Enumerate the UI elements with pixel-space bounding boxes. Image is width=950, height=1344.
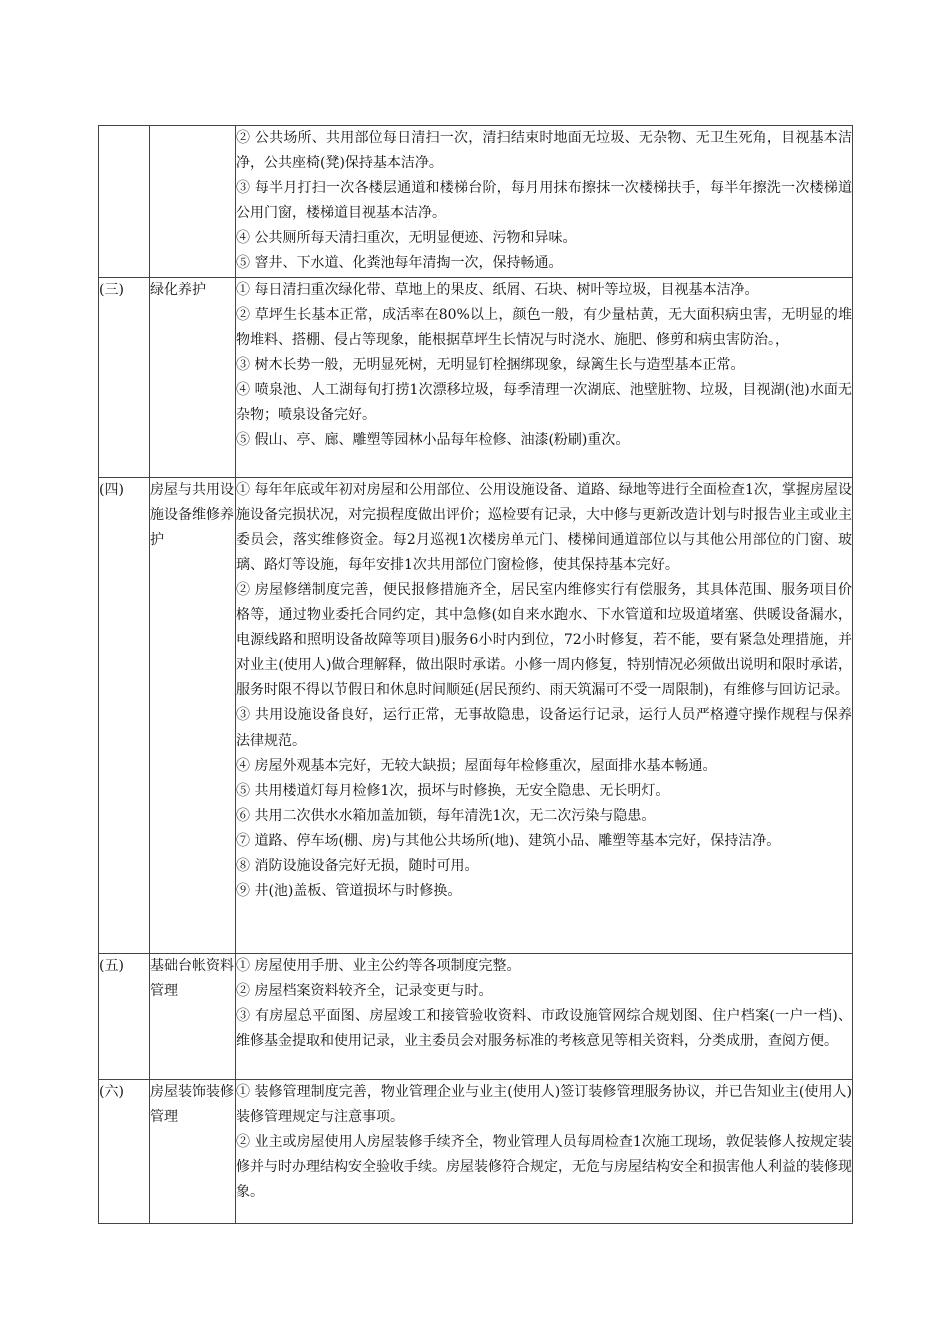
standard-item: ② 房屋修缮制度完善，便民报修措施齐全，居民室内维修实行有偿服务，其具体范围、服务项目价格等，通过物业委托合同约定，其中急修(如自来水跑水、下水管道和垃圾道堵塞、供暖设备漏水，电源线路和照明设备故障等项目)服务6小时内到位，72小时修复，若不能，要有紧急处理措施，并对业主(使用人)做合理解释，做出限时承诺。小修一周内修复，特别情况必须做出说明和限时承诺，服务时限不得以节假日和休息时间顺延(居民预约、雨天筑漏可不受一周限制)，有维修与回访记录。 (236, 581, 852, 699)
standard-item: ⑥ 共用二次供水水箱加盖加锁，每年清洗1次，无二次污染与隐患。 (236, 807, 656, 824)
standard-item: ③ 共用设施设备良好，运行正常，无事故隐患，设备运行记录，运行人员严格遵守操作规程与保养法律规范。 (236, 707, 852, 749)
standard-item: ⑧ 消防设施设备完好无损，随时可用。 (236, 857, 479, 874)
standard-item: ① 每年年底或年初对房屋和公用部位、公用设施设备、道路、绿地等进行全面检查1次，掌握房屋设施设备完损状况，对完损程度做出评价；巡检要有记录，大中修与更新改造计划与时报告业主或业主委员会，落实维修资金。每2月巡视1次楼房单元门、楼梯间通道部位以与其他公用部位的门窗、玻璃、路灯等设施，每年安排1次共用部位门窗检修，使其保持基本完好。 (236, 481, 852, 573)
table-row (99, 953, 853, 1079)
category-label: 房屋与共用设施设备维修养护 (150, 477, 236, 953)
standard-item: ① 房屋使用手册、业主公约等各项制度完整。 (236, 957, 521, 974)
service-standards-table (98, 125, 853, 1224)
standard-item: ⑤ 假山、亭、廊、雕塑等园林小品每年检修、油漆(粉刷)重次。 (236, 432, 630, 449)
standard-item: ④ 喷泉池、人工湖每旬打捞1次漂移垃圾，每季清理一次湖底、池壁脏物、垃圾，目视湖(池)水面无杂物；喷泉设备完好。 (236, 381, 852, 424)
standard-content (236, 126, 853, 278)
standard-item: ② 房屋档案资料较齐全，记录变更与时。 (236, 982, 493, 999)
standard-item: ④ 房屋外观基本完好，无较大缺损；屋面每年检修重次，屋面排水基本畅通。 (236, 757, 717, 774)
standard-item: ⑦ 道路、停车场(棚、房)与其他公共场所(地)、建筑小品、雕塑等基本完好，保持洁净。 (236, 832, 781, 849)
standard-item: ② 业主或房屋使用人房屋装修手续齐全，物业管理人员每周检查1次施工现场，敦促装修人按规定装修并与时办理结构安全验收手续。房屋装修符合规定，无危与房屋结构安全和损害他人利益的装修现象。 (236, 1133, 852, 1200)
standard-content (236, 953, 853, 1079)
category-label: 基础台帐资料管理 (150, 953, 236, 1079)
standard-item: ⑤ 窨井、下水道、化粪池每年清掏一次，保持畅通。 (236, 255, 563, 272)
standard-content (236, 1079, 853, 1223)
row-number: (六) (99, 1079, 150, 1223)
row-number: (三) (99, 277, 150, 477)
standard-item: ② 草坪生长基本正常，成活率在80%以上，颜色一般，有少量枯黄，无大面积病虫害，无明显的堆物堆料、搭棚、侵占等现象，能根据草坪生长情况与时浇水、施肥、修剪和病虫害防治。， (236, 306, 852, 348)
category-label: 绿化养护 (150, 277, 236, 477)
standard-item: ③ 有房屋总平面图、房屋竣工和接管验收资料、市政设施管网综合规划图、住户档案(一户一档)、维修基金提取和使用记录，业主委员会对服务标准的考核意见等相关资料，分类成册，查阅方便。 (236, 1007, 852, 1049)
standard-item: ⑤ 共用楼道灯每月检修1次，损坏与时修换，无安全隐患、无长明灯。 (236, 782, 670, 799)
standard-content (236, 477, 853, 953)
table-row (99, 126, 853, 278)
standard-item: ① 每日清扫重次绿化带、草地上的果皮、纸屑、石块、树叶等垃圾，目视基本洁净。 (236, 281, 759, 298)
row-number: (四) (99, 477, 150, 953)
category-label: 房屋装饰装修管理 (150, 1079, 236, 1223)
standard-content (236, 277, 853, 477)
standard-item: ② 公共场所、共用部位每日清扫一次，清扫结束时地面无垃圾、无杂物、无卫生死角，目视基本洁净，公共座椅(凳)保持基本洁净。 (236, 130, 852, 172)
table-row (99, 277, 853, 477)
standard-item: ③ 树木长势一般，无明显死树，无明显钉栓捆绑现象，绿篱生长与造型基本正常。 (236, 356, 745, 373)
table-row (99, 477, 853, 953)
row-number (99, 126, 150, 278)
standard-item: ① 装修管理制度完善，物业管理企业与业主(使用人)签订装修管理服务协议，并已告知业主(使用人)装修管理规定与注意事项。 (236, 1083, 852, 1125)
standard-item: ④ 公共厕所每天清扫重次，无明显便迹、污物和异味。 (236, 230, 577, 247)
standard-item: ⑨ 井(池)盖板、管道损坏与时修换。 (236, 883, 462, 900)
row-number: (五) (99, 953, 150, 1079)
table-row (99, 1079, 853, 1223)
standard-item: ③ 每半月打扫一次各楼层通道和楼梯台阶，每月用抹布擦抹一次楼梯扶手，每半年擦洗一次楼梯道公用门窗，楼梯道目视基本洁净。 (236, 180, 852, 222)
category-label (150, 126, 236, 278)
